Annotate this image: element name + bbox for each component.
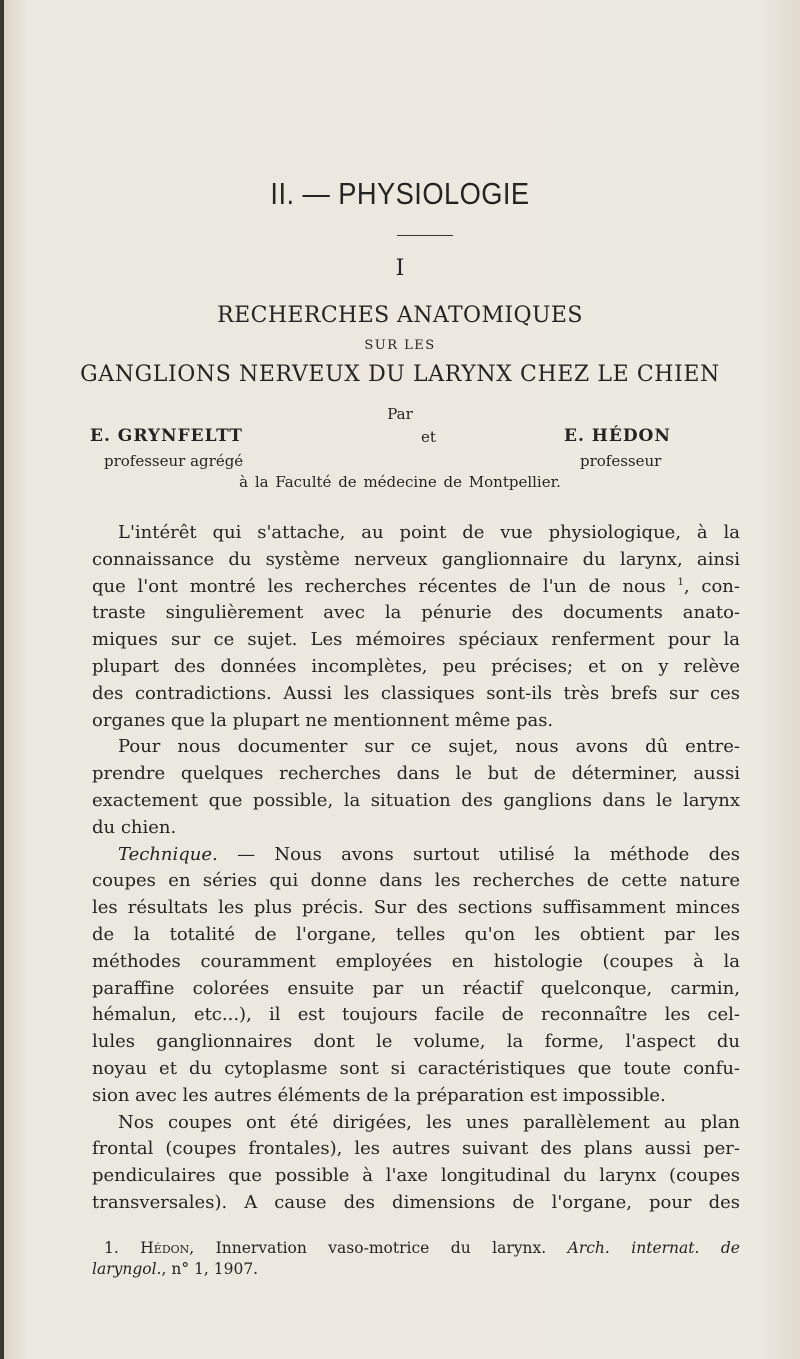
footnote-line bbox=[92, 1259, 740, 1280]
footnote-ref[interactable]: 1 bbox=[677, 576, 684, 588]
footnote-text: , Innervation vaso-motrice du larynx. bbox=[189, 1239, 547, 1257]
body-line: exactement que possible, la situation des ganglions dans le larynx bbox=[92, 789, 740, 811]
body-line: paraffine colorées ensuite par un réactif quelconque, carmin, bbox=[92, 977, 740, 999]
body-line: prendre quelques recherches dans le but de déterminer, aussi bbox=[92, 763, 740, 785]
section-title: II. — PHYSIOLOGIE bbox=[270, 176, 530, 211]
body-text bbox=[92, 520, 740, 1217]
body-line: connaissance du système nerveux ganglionnaire du larynx, ainsi bbox=[92, 548, 740, 570]
footnote-journal: Arch. internat. de bbox=[567, 1239, 740, 1257]
body-line bbox=[92, 842, 740, 869]
byline-et: et bbox=[421, 428, 436, 446]
body-line: lules ganglionnaires dont le volume, la forme, l'aspect du bbox=[92, 1031, 740, 1053]
page-spine-edge bbox=[0, 0, 4, 1359]
body-line: frontal (coupes frontales), les autres suivant des plans aussi per- bbox=[92, 1138, 740, 1160]
body-line: L'intérêt qui s'attache, au point de vue physiologique, à la bbox=[118, 522, 740, 543]
technique-heading: Technique. bbox=[118, 843, 218, 865]
author2-role: professeur bbox=[580, 452, 662, 470]
body-line: Nos coupes ont été dirigées, les unes parallèlement au plan bbox=[118, 1111, 740, 1133]
footnote-rest: , n° 1, 1907. bbox=[161, 1260, 259, 1278]
body-line: transversales). A cause des dimensions de l'organe, pour des bbox=[92, 1191, 740, 1213]
body-line-text: que l'ont montré les recherches récentes de l'un de nous bbox=[92, 575, 666, 597]
body-line: du chien. bbox=[92, 816, 177, 838]
article-title-line2: GANGLIONS NERVEUX DU LARYNX CHEZ LE CHIEN bbox=[80, 362, 720, 387]
body-line-text: , con- bbox=[683, 575, 740, 597]
body-line: sion avec les autres éléments de la préparation est impossible. bbox=[92, 1084, 666, 1106]
body-line: noyau et du cytoplasme sont si caractéristiques que toute confu- bbox=[92, 1057, 740, 1079]
author-hedon: E. HÉDON bbox=[564, 426, 671, 446]
article-title-line1: RECHERCHES ANATOMIQUES bbox=[217, 303, 583, 328]
body-line: de la totalité de l'organe, telles qu'on les obtient par les bbox=[92, 923, 740, 945]
body-line bbox=[92, 574, 740, 601]
byline-par: Par bbox=[387, 405, 413, 423]
body-line: coupes en séries qui donne dans les recherches de cette nature bbox=[92, 870, 740, 892]
body-line: méthodes couramment employées en histologie (coupes à la bbox=[92, 950, 740, 972]
footnote-author: Hédon bbox=[140, 1239, 190, 1257]
body-line: traste singulièrement avec la pénurie des documents anato- bbox=[92, 602, 740, 624]
footnote-line bbox=[92, 1238, 740, 1259]
title-divider bbox=[397, 235, 453, 236]
body-line: les résultats les plus précis. Sur des sections suffisamment minces bbox=[92, 897, 740, 919]
body-line: Pour nous documenter sur ce sujet, nous avons dû entre- bbox=[118, 736, 740, 758]
author-grynfeltt: E. GRYNFELTT bbox=[90, 426, 243, 446]
article-title-sur: SUR LES bbox=[364, 338, 436, 353]
author1-role: professeur agrégé bbox=[104, 452, 244, 470]
affiliation: à la Faculté de médecine de Montpellier. bbox=[239, 473, 561, 491]
body-line-text: — Nous avons surtout utilisé la méthode des bbox=[217, 843, 740, 865]
body-line: plupart des données incomplètes, peu précises; et on y relève bbox=[92, 655, 740, 677]
body-line: des contradictions. Aussi les classiques sont-ils très brefs sur ces bbox=[92, 682, 740, 704]
footnote-journal-abbrev: laryngol. bbox=[92, 1260, 162, 1278]
footnote-number: 1. bbox=[104, 1239, 119, 1257]
body-line: organes que la plupart ne mentionnent même pas. bbox=[92, 709, 554, 731]
body-line: hémalun, etc...), il est toujours facile de reconnaître les cel- bbox=[92, 1004, 740, 1026]
chapter-number: I bbox=[395, 256, 405, 281]
body-line: pendiculaires que possible à l'axe longitudinal du larynx (coupes bbox=[92, 1165, 740, 1187]
body-line: miques sur ce sujet. Les mémoires spéciaux renferment pour la bbox=[92, 629, 740, 651]
footnote bbox=[92, 1238, 740, 1280]
